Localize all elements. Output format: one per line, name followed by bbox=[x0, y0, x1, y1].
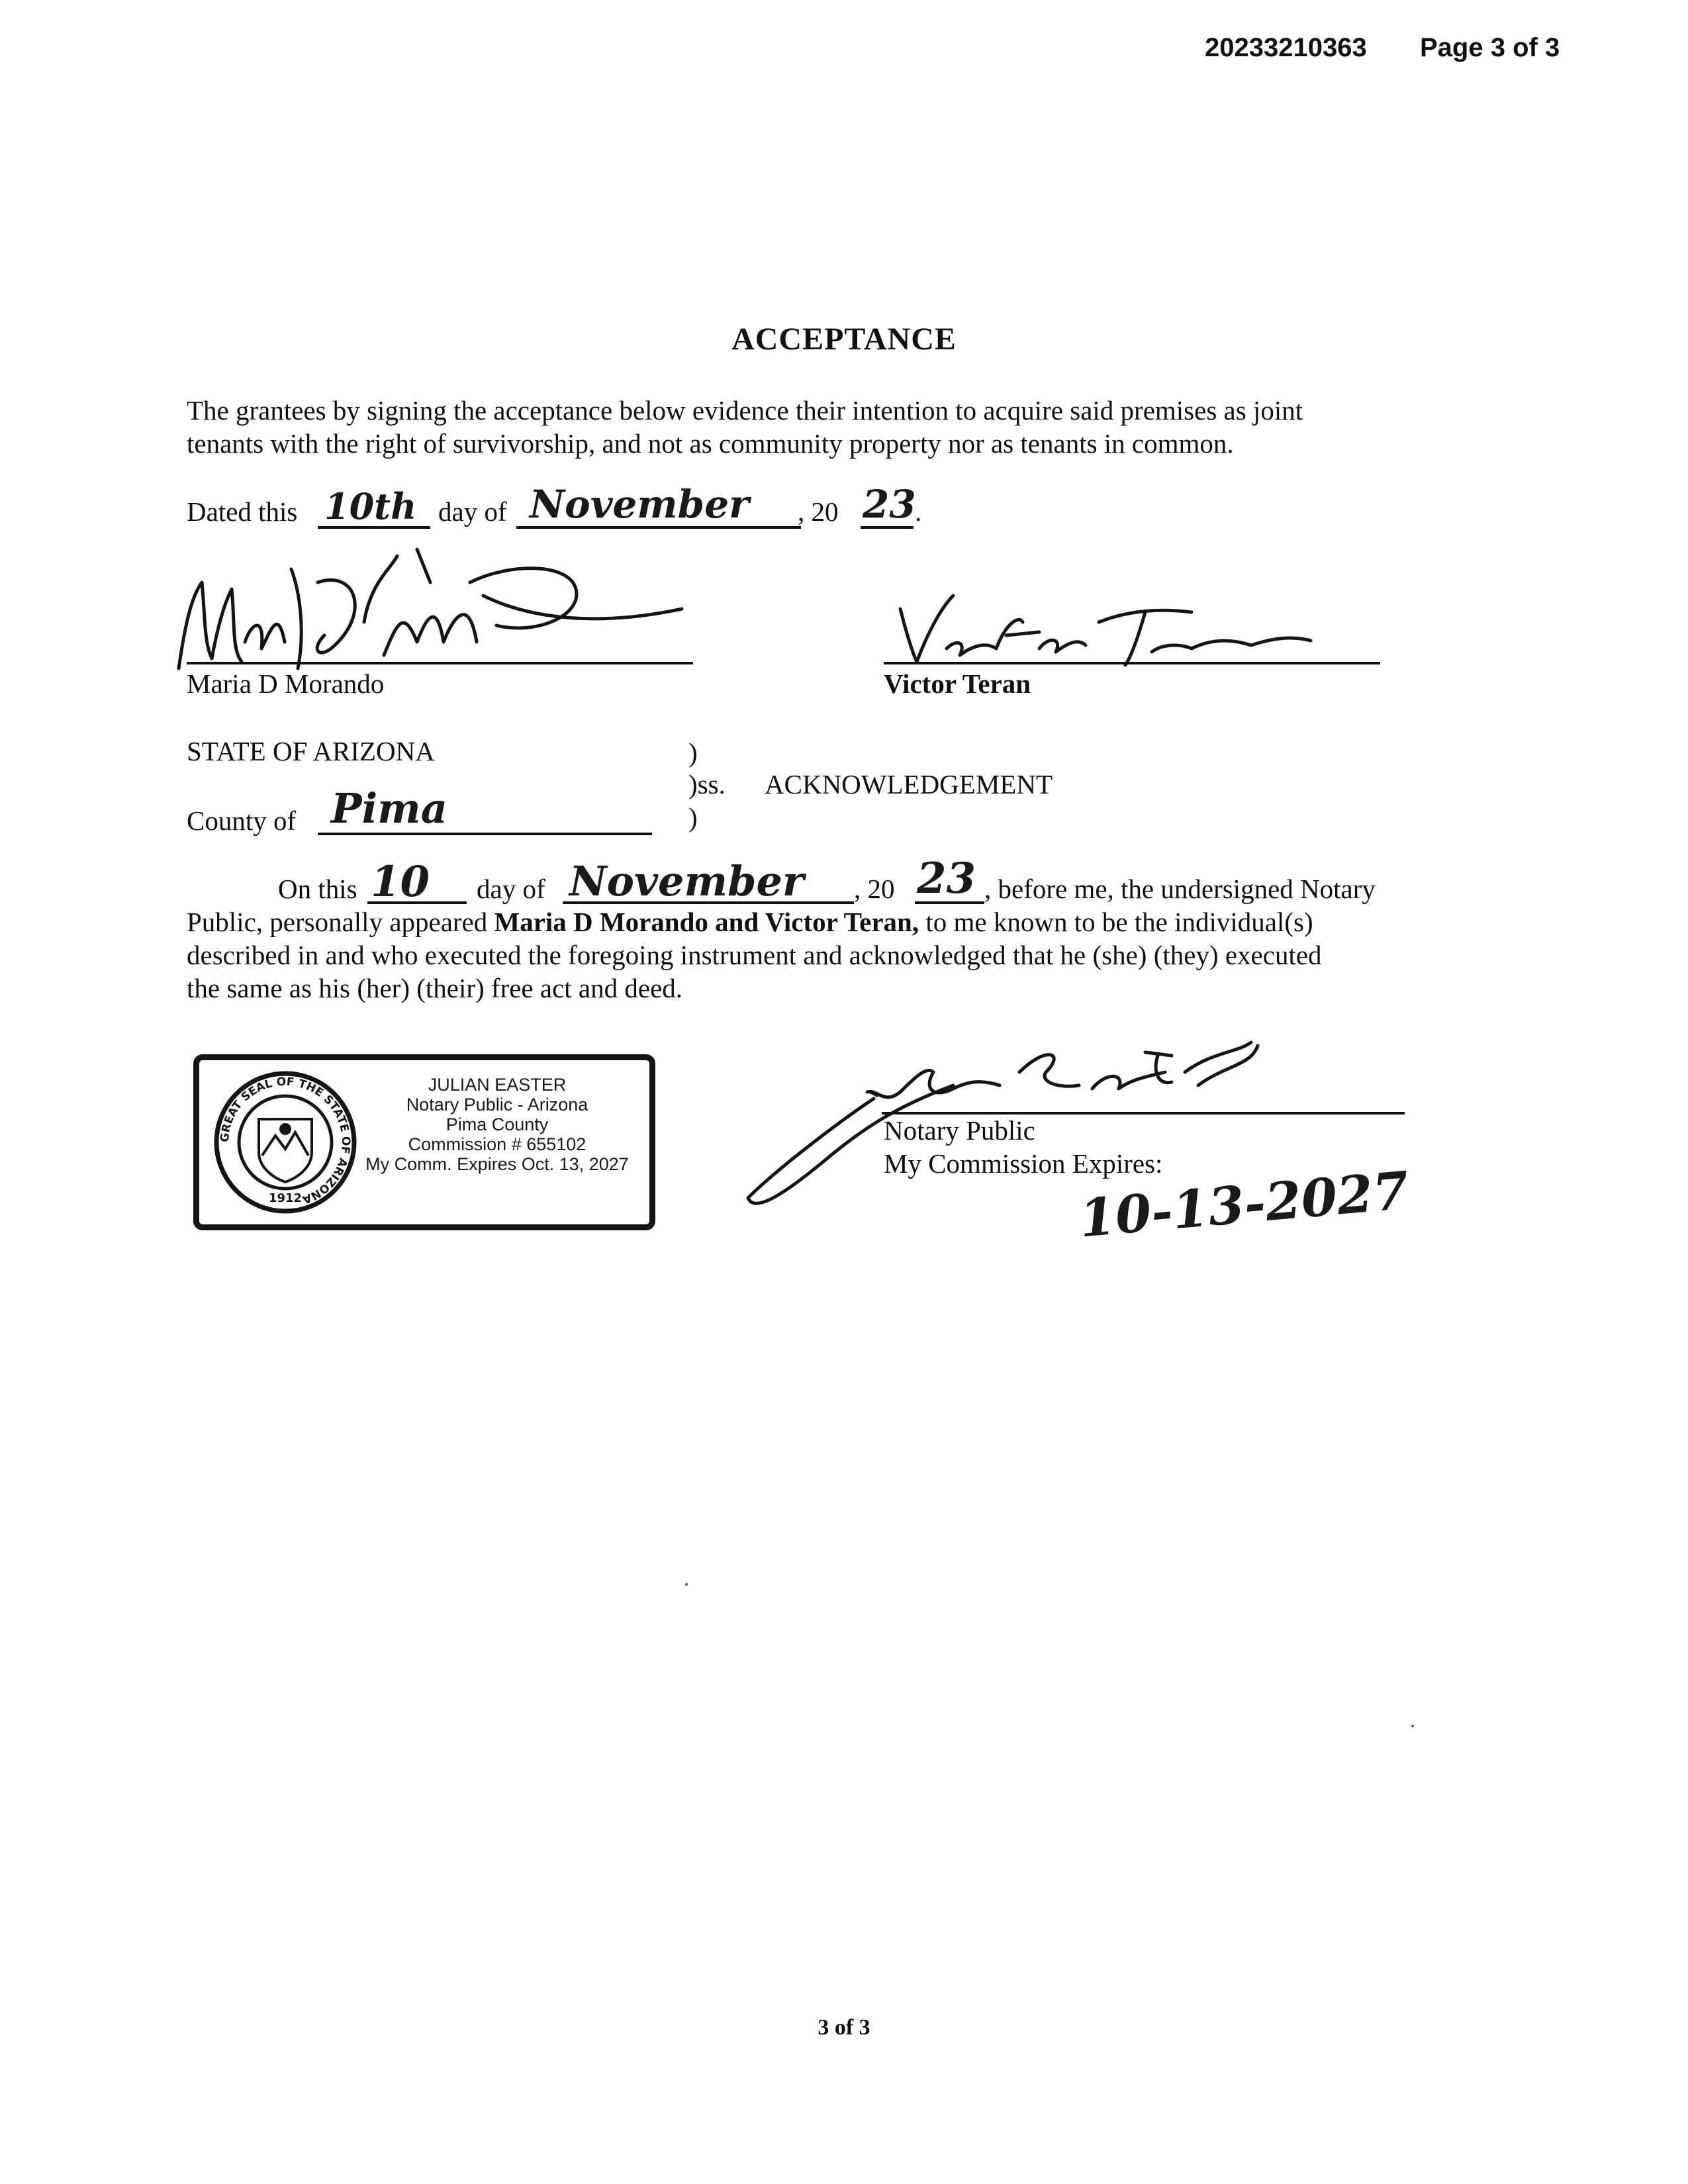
scan-speck bbox=[685, 1583, 688, 1586]
document-number: 20233210363 bbox=[1205, 33, 1367, 62]
arizona-seal-icon bbox=[212, 1069, 358, 1215]
acknowledgement-heading: ACKNOWLEDGEMENT bbox=[765, 769, 1053, 799]
venue-state: STATE OF ARIZONA bbox=[187, 736, 435, 766]
signer-left-name: Maria D Morando bbox=[187, 668, 385, 699]
ack-year-handwritten: 23 bbox=[917, 854, 976, 903]
seal-notary-name: JULIAN EASTER bbox=[428, 1075, 567, 1095]
signature-line-right bbox=[884, 662, 1380, 664]
scan-speck bbox=[1411, 1725, 1414, 1727]
venue-paren-bottom: ) bbox=[688, 802, 698, 833]
dated-day-handwritten: 10th bbox=[324, 485, 417, 527]
footer-page-number: 3 of 3 bbox=[818, 2015, 870, 2040]
dated-day-of: day of bbox=[438, 496, 507, 527]
page-indicator: Page 3 of 3 bbox=[1420, 33, 1560, 62]
signer-right-name: Victor Teran bbox=[884, 668, 1031, 699]
ack-month-handwritten: November bbox=[569, 857, 804, 905]
signature-line-left bbox=[187, 662, 693, 664]
intro-line-2: tenants with the right of survivorship, and not as community property nor as tenants in common. bbox=[187, 428, 1234, 459]
venue-county-handwritten: Pima bbox=[331, 784, 447, 833]
seal-ring-year: 1912 bbox=[268, 1191, 303, 1205]
seal-county: Pima County bbox=[445, 1115, 549, 1134]
seal-text-block bbox=[358, 1075, 636, 1174]
venue-ss: )ss. bbox=[688, 769, 726, 799]
ack-day-of: day of bbox=[477, 874, 545, 904]
seal-notary-title: Notary Public - Arizona bbox=[406, 1095, 588, 1115]
ack-on-this: On this bbox=[278, 874, 357, 904]
venue-county-line bbox=[318, 833, 652, 835]
ack-before-me: , before me, the undersigned Notary bbox=[984, 874, 1376, 904]
seal-commission: Commission # 655102 bbox=[408, 1134, 586, 1154]
ack-line-2-b: to me known to be the individual(s) bbox=[925, 907, 1313, 937]
page-title: ACCEPTANCE bbox=[731, 322, 957, 357]
dated-period: . bbox=[915, 496, 922, 527]
dated-prefix: Dated this bbox=[187, 496, 298, 527]
dated-year-prefix: , 20 bbox=[798, 496, 839, 527]
intro-line-1: The grantees by signing the acceptance below evidence their intention to acquire said premises as joint bbox=[187, 395, 1303, 426]
dated-year-handwritten: 23 bbox=[863, 482, 916, 527]
ack-line-2-a: Public, personally appeared bbox=[187, 907, 488, 937]
venue-paren-top: ) bbox=[688, 737, 698, 768]
ack-line-4: the same as his (her) (their) free act and deed. bbox=[187, 973, 683, 1003]
venue-county-prefix: County of bbox=[187, 805, 297, 836]
seal-expires: My Comm. Expires Oct. 13, 2027 bbox=[365, 1154, 629, 1174]
ack-day-handwritten: 10 bbox=[371, 857, 430, 907]
notary-label: Notary Public bbox=[884, 1115, 1035, 1146]
seal-ring-text: GREAT SEAL OF THE STATE OF ARIZONA bbox=[218, 1075, 353, 1206]
notary-expires-handwritten: 10-13-2027 bbox=[1076, 1160, 1411, 1250]
ack-line-2-names: Maria D Morando and Victor Teran, bbox=[494, 907, 919, 937]
notary-expires-label: My Commission Expires: bbox=[884, 1148, 1163, 1179]
notary-seal-stamp bbox=[193, 1054, 655, 1230]
ack-line-3: described in and who executed the foregoing instrument and acknowledged that he (she) (they) executed bbox=[187, 940, 1322, 970]
dated-month-handwritten: November bbox=[530, 482, 749, 527]
ack-year-prefix: , 20 bbox=[854, 874, 895, 904]
ack-line-2 bbox=[187, 905, 1313, 938]
